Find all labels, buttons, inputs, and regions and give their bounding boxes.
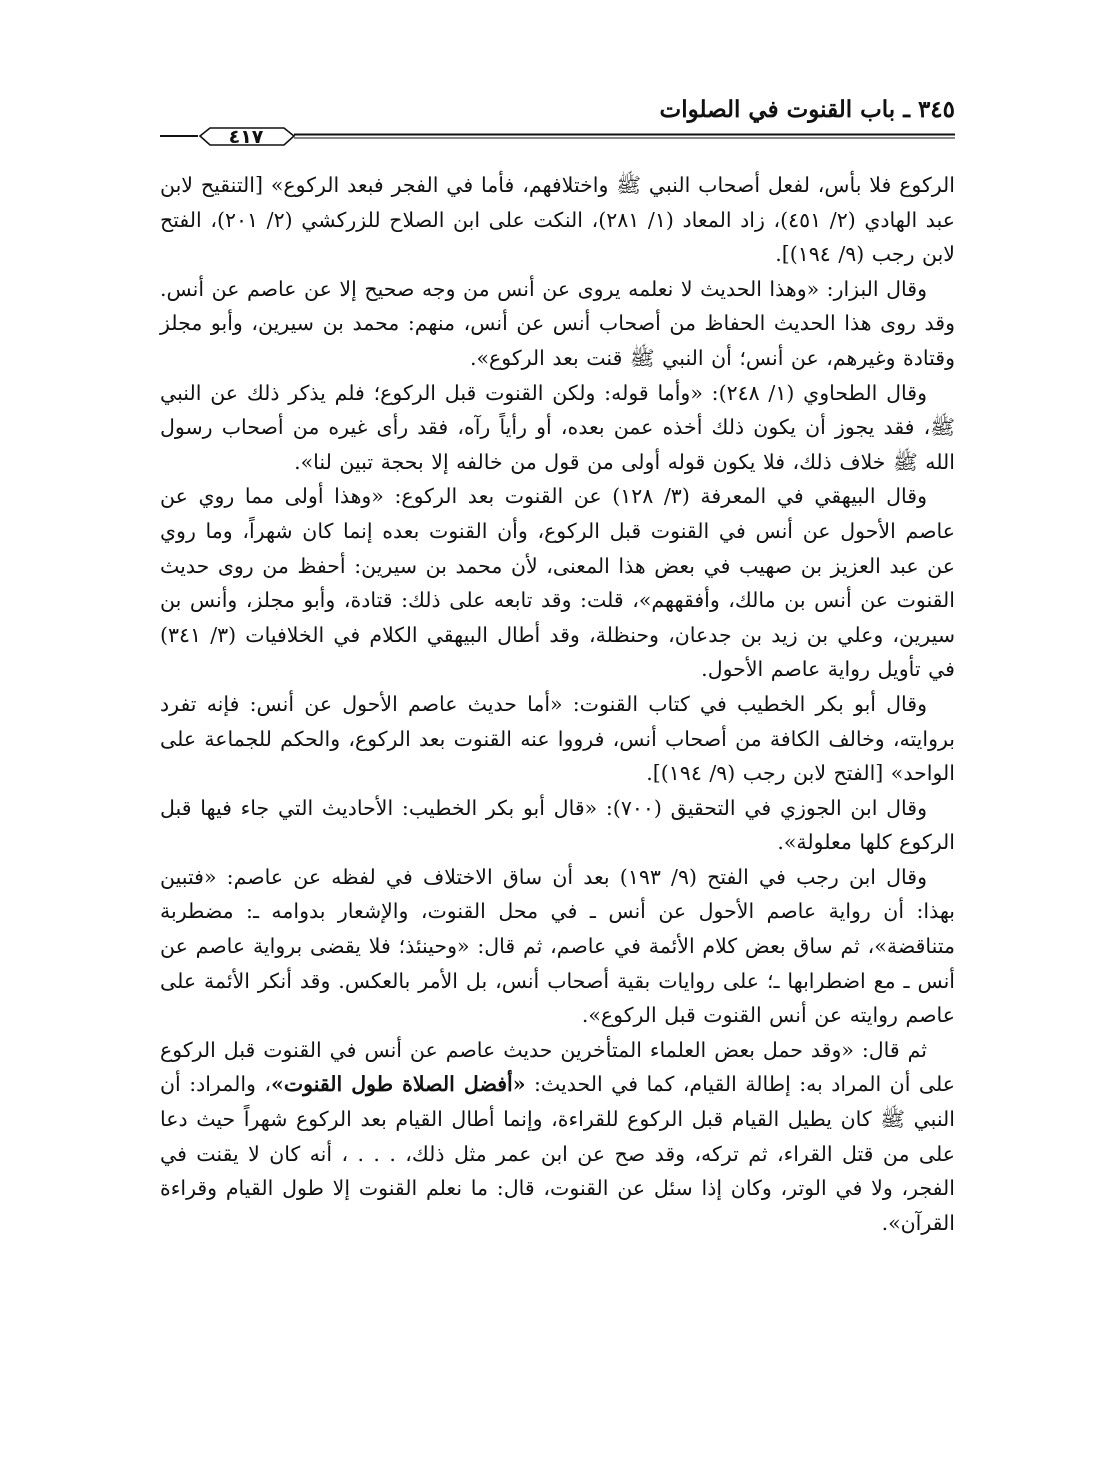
- paragraph: وقال ابن رجب في الفتح (٩/ ١٩٣) بعد أن ساق الاختلاف في لفظه عن عاصم: «فتبين بهذا: أن رواية عاصم الأحول عن أنس ـ في محل القنوت، والإشعار بدوامه ـ: مضطربة متناقضة»، ثم ساق بعض كلام الأئمة في عاصم، ثم قال: «وحينئذ؛ فلا يقضى برواية عاصم عن أنس ـ مع اضطرابها ـ؛ على روايات بقية أصحاب أنس، بل الأمر بالعكس. وقد أنكر الأئمة على عاصم روايته عن أنس القنوت قبل الركوع».: [160, 864, 955, 1028]
- paragraph: وقال البزار: «وهذا الحديث لا نعلمه يروى عن أنس من وجه صحيح إلا عن عاصم عن أنس. وقد روى هذا الحديث الحفاظ من أصحاب أنس عن أنس، منهم: محمد بن سيرين، وأبو مجلز وقتادة وغيرهم، عن أنس؛ أن النبي ﷺ قنت بعد الركوع».: [160, 276, 955, 370]
- page-number: ٤١٧: [228, 126, 264, 148]
- chapter-title: ٣٤٥ ـ باب القنوت في الصلوات: [659, 96, 955, 123]
- paragraph: وقال الطحاوي (١/ ٢٤٨): «وأما قوله: ولكن القنوت قبل الركوع؛ فلم يذكر ذلك عن النبي ﷺ، فقد يجوز أن يكون ذلك أخذه عمن بعده، أو رأياً رآه، فقد رأى غيره من أصحاب رسول الله ﷺ خلاف ذلك، فلا يكون قوله أولى من قول من خالفه إلا بحجة تبين لنا».: [160, 380, 955, 474]
- paragraph: وقال أبو بكر الخطيب في كتاب القنوت: «أما حديث عاصم الأحول عن أنس: فإنه تفرد بروايته، وخالف الكافة من أصحاب أنس، فرووا عنه القنوت بعد الركوع، والحكم للجماعة على الواحد» [الفتح لابن رجب (٩/ ١٩٤)].: [160, 691, 955, 786]
- page-header: [160, 86, 955, 148]
- paragraph: وقال البيهقي في المعرفة (٣/ ١٢٨) عن القنوت بعد الركوع: «وهذا أولى مما روي عن عاصم الأحول عن أنس في القنوت قبل الركوع، وأن القنوت بعده إنما كان شهراً، وما روي عن عبد العزيز بن صهيب في بعض هذا المعنى، لأن محمد بن سيرين: أحفظ من روى حديث القنوت عن أنس بن مالك، وأفقههم»، قلت: وقد تابعه على ذلك: قتادة، وأبو مجلز، وأنس بن سيرين، وعلي بن زيد بن جدعان، وحنظلة، وقد أطال البيهقي الكلام في الخلافيات (٣/ ٣٤١) في تأويل رواية عاصم الأحول.: [160, 484, 955, 682]
- paragraph: [160, 1033, 955, 1241]
- paragraph: وقال ابن الجوزي في التحقيق (٧٠٠): «قال أبو بكر الخطيب: الأحاديث التي جاء فيها قبل الركوع كلها معلولة».: [160, 795, 955, 855]
- paragraph-text: ، والمراد: أن النبي ﷺ كان يطيل القيام قبل الركوع للقراءة، وإنما أطال القيام بعد الركوع شهراً حيث دعا على من قتل القراء، ثم تركه، وقد صح عن ابن عمر مثل ذلك، . . . ، أنه كان لا يقنت في الفجر، ولا في الوتر، وكان إذا سئل عن القنوت، قال: ما نعلم القنوت إلا طول القيام وقراءة القرآن».: [160, 1072, 955, 1235]
- page-body: [160, 168, 955, 1240]
- hadith-quote: «أفضل الصلاة طول القنوت»: [271, 1072, 526, 1097]
- paragraph: الركوع فلا بأس، لفعل أصحاب النبي ﷺ واختلافهم، فأما في الفجر فبعد الركوع» [التنقيح لابن عبد الهادي (٢/ ٤٥١)، زاد المعاد (١/ ٢٨١)، النكت على ابن الصلاح للزركشي (٢/ ٢٠١)، الفتح لابن رجب (٩/ ١٩٤)].: [160, 173, 955, 267]
- paragraph-text: ثم قال: «وقد حمل بعض العلماء المتأخرين حديث عاصم عن أنس في القنوت قبل الركوع على أن المراد به: إطالة القيام، كما في الحديث:: [160, 1037, 955, 1097]
